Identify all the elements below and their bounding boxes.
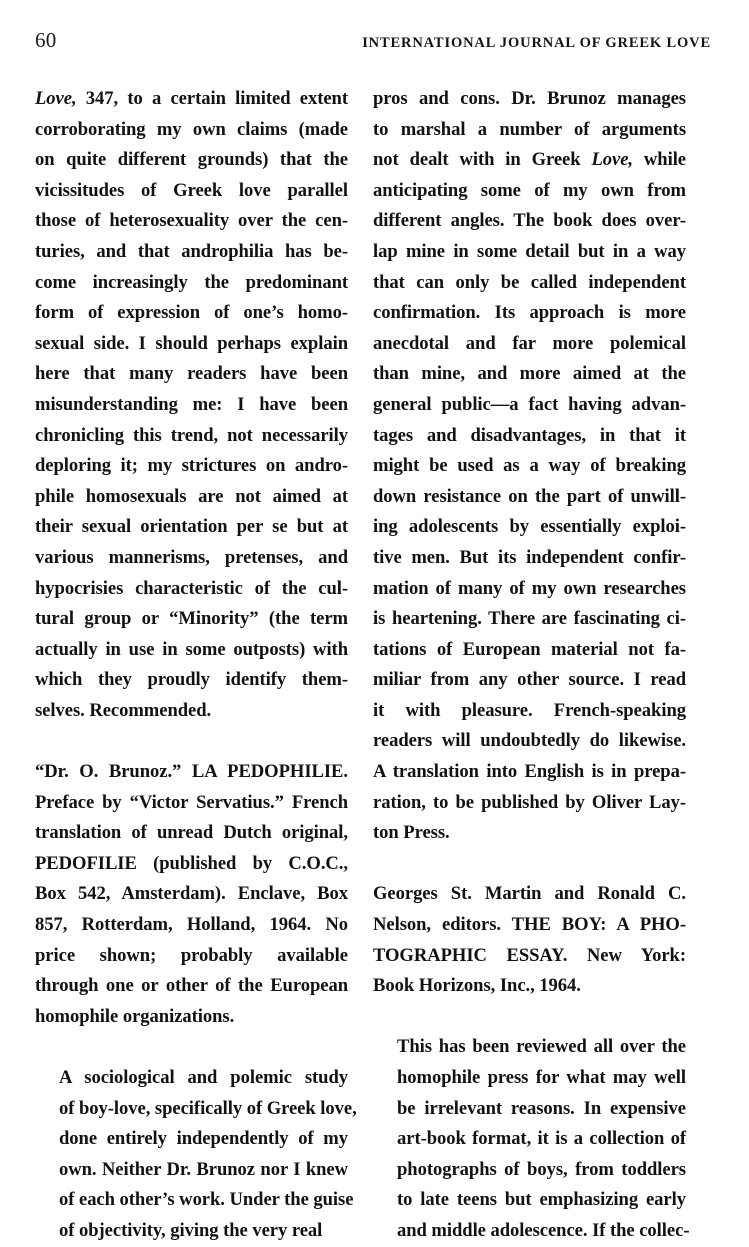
- text-line: homophile press for what may well: [397, 1067, 686, 1088]
- text-line: of boy-love, specifically of Greek love,: [59, 1097, 357, 1119]
- paragraph-review-la-pedophilie: [35, 1063, 357, 1247]
- journal-title: INTERNATIONAL JOURNAL OF GREEK LOVE: [362, 35, 711, 51]
- text-line: Box 542, Amsterdam). Enclave, Box: [35, 883, 348, 905]
- text-line: might be used as a way of breaking: [373, 455, 686, 477]
- running-head: [35, 28, 712, 58]
- text-line: misunderstanding me: I have been: [35, 393, 348, 415]
- text-line: anticipating some of my own from: [373, 179, 686, 201]
- text-line: actually in use in some outposts) with: [35, 638, 348, 660]
- page-body: [35, 84, 712, 1247]
- text-line: corroborating my own claims (made: [35, 118, 348, 140]
- text-line: “Dr. O. Brunoz.” LA PEDOPHILIE.: [35, 761, 348, 783]
- text-line: miliar from any other source. I read: [373, 669, 686, 691]
- paragraph-review-la-pedophilie-continued: [373, 84, 686, 849]
- text-line: 857, Rotterdam, Holland, 1964. No: [35, 914, 348, 936]
- text-line: of each other’s work. Under the guise: [59, 1189, 354, 1211]
- text-line: ton Press.: [373, 822, 450, 844]
- page-number: 60: [35, 28, 57, 52]
- paragraph-review-greek-love-continued: [35, 84, 348, 726]
- text-line: readers will undoubtedly do likewise.: [373, 730, 686, 752]
- text-line: to marshal a number of arguments: [373, 118, 686, 140]
- text-line: here that many readers have been: [35, 363, 348, 385]
- text-line: Nelson, editors. THE BOY: A PHO-: [373, 914, 686, 936]
- text-line: tural group or “Minority” (the term: [35, 608, 348, 630]
- text-line: ration, to be published by Oliver Lay-: [373, 791, 686, 813]
- text-line: deploring it; my strictures on andro-: [35, 455, 348, 477]
- text-line: ing adolescents by essentially exploi-: [373, 516, 686, 538]
- text-line: This has been reviewed all over the: [397, 1036, 686, 1058]
- text-line: their sexual orientation per se but at: [35, 516, 348, 538]
- text-line: general public—a fact having advan-: [373, 393, 686, 415]
- text-line: own. Neither Dr. Brunoz nor I knew: [59, 1158, 348, 1180]
- text-line: different angles. The book does over-: [373, 210, 686, 232]
- text-line: Georges St. Martin and Ronald C.: [373, 883, 686, 905]
- text-line: phile homosexuals are not aimed at: [35, 485, 348, 507]
- text-column-left: [35, 84, 357, 1247]
- text-line: mation of many of my own researches: [373, 577, 686, 599]
- text-line: vicissitudes of Greek love parallel: [35, 179, 348, 201]
- text-line: form of expression of one’s homo-: [35, 302, 348, 324]
- text-line: confirmation. Its approach is more: [373, 302, 686, 324]
- text-line: tations of European material not fa-: [373, 638, 686, 660]
- text-line: hypocrisies characteristic of the cul-: [35, 577, 348, 599]
- text-line: done entirely independently of my: [59, 1128, 348, 1150]
- text-line: photographs of boys, from toddlers: [397, 1158, 686, 1180]
- text-line: of objectivity, giving the very real: [59, 1219, 323, 1241]
- text-line: tive men. But its independent confir-: [373, 546, 686, 568]
- text-line: not dealt with in Greek Love, while: [373, 149, 687, 171]
- text-line: selves. Recommended.: [35, 699, 212, 721]
- text-line: chronicling this trend, not necessarily: [35, 424, 348, 446]
- text-line: anecdotal and far more polemical: [373, 332, 686, 354]
- text-line: PEDOFILIE (published by C.O.C.,: [35, 852, 348, 874]
- text-line: come increasingly the predominant: [35, 271, 348, 293]
- text-line: lap mine in some detail but in a way: [373, 240, 686, 262]
- text-line: A sociological and polemic study: [59, 1067, 348, 1088]
- text-line: A translation into English is in prepa-: [373, 761, 686, 783]
- text-line: homophile organizations.: [35, 1005, 235, 1027]
- text-line: is heartening. There are fascinating ci-: [373, 608, 686, 630]
- text-column-right: [373, 84, 690, 1247]
- paragraph-review-the-boy: [373, 1032, 690, 1246]
- text-line: various mannerisms, pretenses, and: [35, 546, 348, 568]
- text-line: art-book format, it is a collection of: [397, 1128, 686, 1150]
- text-line: on quite different grounds) that the: [35, 149, 348, 171]
- text-line: which they proudly identify them-: [35, 669, 348, 691]
- text-line: sexual side. I should perhaps explain: [35, 332, 348, 354]
- text-line: it with pleasure. French-speaking: [373, 699, 686, 721]
- text-line: Preface by “Victor Servatius.” French: [35, 791, 348, 813]
- text-line: price shown; probably available: [35, 944, 348, 966]
- text-line: through one or other of the European: [35, 975, 348, 997]
- text-line: that can only be called independent: [373, 271, 686, 293]
- text-line: turies, and that androphilia has be-: [35, 240, 348, 262]
- paragraph-citation-the-boy: [373, 879, 686, 1001]
- text-line: tages and disadvantages, in that it: [373, 424, 686, 446]
- text-line: Book Horizons, Inc., 1964.: [373, 975, 581, 997]
- paragraph-citation-la-pedophilie: [35, 757, 348, 1032]
- text-line: TOGRAPHIC ESSAY. New York:: [373, 944, 686, 966]
- text-line: to late teens but emphasizing early: [397, 1189, 686, 1211]
- text-line: down resistance on the part of unwill-: [373, 485, 686, 507]
- text-line: pros and cons. Dr. Brunoz manages: [373, 88, 686, 109]
- text-line: Love, 347, to a certain limited extent: [35, 88, 348, 109]
- text-line: translation of unread Dutch original,: [35, 822, 348, 844]
- text-line: those of heterosexuality over the cen-: [35, 210, 348, 232]
- text-line: be irrelevant reasons. In expensive: [397, 1097, 686, 1119]
- text-line: and middle adolescence. If the collec-: [397, 1219, 690, 1241]
- text-line: than mine, and more aimed at the: [373, 363, 686, 385]
